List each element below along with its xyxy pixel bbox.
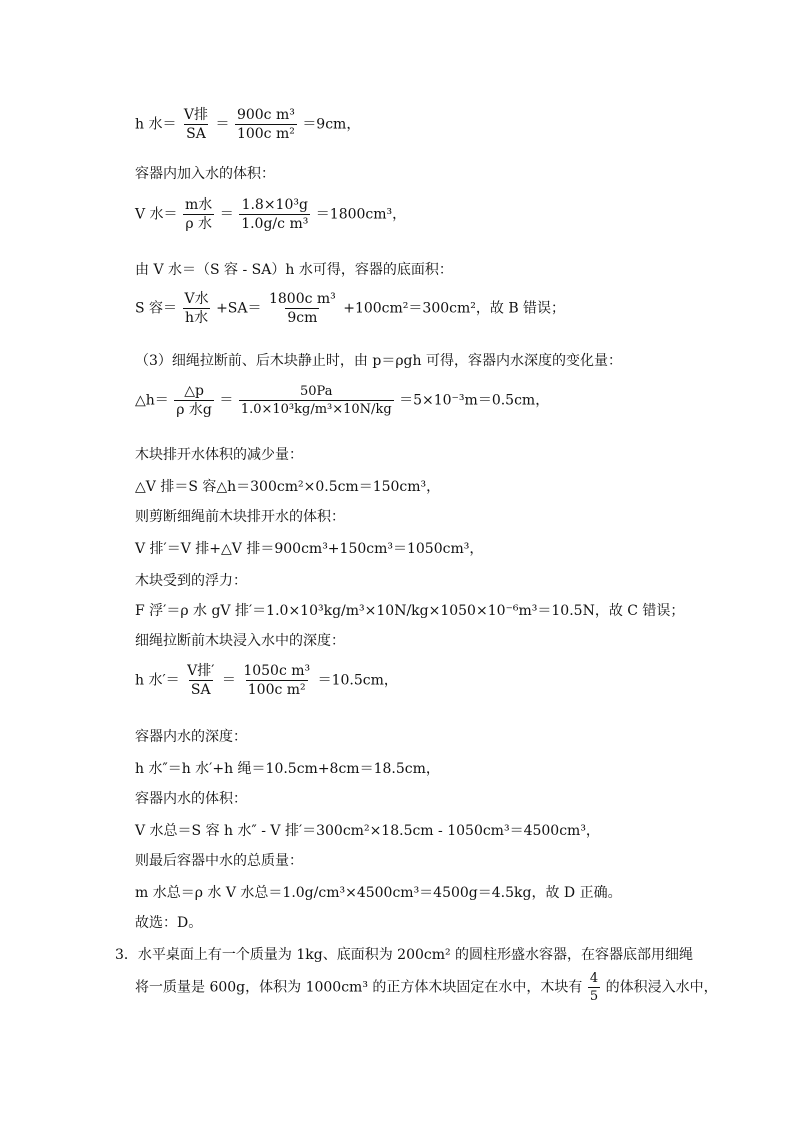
fraction: $\frac{\text{1.8×10³g}}{\text{1.0g/c m³}}$ <box>241 197 309 232</box>
text-line: m 水总＝ρ 水 V 水总＝1.0g/cm³×4500cm³＝4500g＝4.5kg，故 D 正确。 <box>135 885 622 901</box>
text-line: 木块受到的浮力： <box>135 573 247 589</box>
text-line: 容器内加入水的体积： <box>135 166 275 182</box>
text-line: h 水″＝h 水′+h 绳＝10.5cm+8cm＝18.5cm， <box>135 761 440 777</box>
text-line: F 浮′＝ρ 水 gV 排′＝1.0×10³kg/m³×10N/kg×1050×10⁻⁶m³＝10.5N，故 C 错误； <box>135 603 685 619</box>
formula-line-5: h 水′＝ $\frac{\text{V排′}}{SA}$ ＝ $\frac{\text{1050c m³}}{\text{100c m²}}$ ＝10.5cm， <box>135 663 398 698</box>
formula-line-3: S 容＝ $\frac{\text{V水}}{\text{h水}}$ +SA＝ $\frac{\text{1800c m³}}{9cm}$ +100cm²＝300cm²，故 B 错误； <box>135 291 566 326</box>
text-line: V 排′＝V 排+△V 排＝900cm³+150cm³＝1050cm³， <box>135 541 484 557</box>
fraction: $\frac{\text{V排}}{SA}$ <box>183 107 209 142</box>
text-line: △V 排＝S 容△h＝300cm²×0.5cm＝150cm³， <box>135 479 441 495</box>
formula-line-4: △h＝ $\frac{\triangle p}{\text{ρ 水g}}$ ＝ $\frac{50Pa}{\text{1.0×10³kg/m³×10N/kg}}$ ＝5×10⁻³m＝0.5cm， <box>135 383 550 418</box>
problem-3-line-1: 3．水平桌面上有一个质量为 1kg、底面积为 200cm² 的圆柱形盛水容器，在容器底部用细绳 <box>115 947 694 963</box>
formula-text: h 水＝ <box>135 116 177 133</box>
fraction: $\frac{\text{V排′}}{SA}$ <box>187 663 215 698</box>
text-line: 则剪断细绳前木块排开水的体积： <box>135 509 345 525</box>
text-line: 木块排开水体积的减少量： <box>135 447 303 463</box>
formula-line-1: h 水＝ $\frac{\text{V排}}{SA}$ ＝ $\frac{\text{900c m³}}{\text{100c m²}}$ ＝9cm， <box>135 107 361 142</box>
fraction: $\frac{\triangle p}{\text{ρ 水g}}$ <box>176 383 212 418</box>
text-line: 容器内水的深度： <box>135 729 247 745</box>
text-line: V 水总＝S 容 h 水″ - V 排′＝300cm²×18.5cm - 1050cm³＝4500cm³， <box>135 823 600 839</box>
fraction: $\frac{\text{V水}}{\text{h水}}$ <box>184 291 209 326</box>
text-line: 则最后容器中水的总质量： <box>135 853 303 869</box>
fraction: $\frac{\text{1050c m³}}{\text{100c m²}}$ <box>243 663 311 698</box>
text-line: （3）细绳拉断前、后木块静止时，由 p＝ρgh 可得，容器内水深度的变化量： <box>135 353 622 369</box>
formula-line-2: V 水＝ $\frac{\text{m水}}{\text{ρ 水}}$ ＝ $\frac{\text{1.8×10³g}}{\text{1.0g/c m³}}$ ＝1800cm³， <box>135 197 407 232</box>
text-line: 故选：D。 <box>135 915 203 931</box>
text-line: 细绳拉断前木块浸入水中的深度： <box>135 633 345 649</box>
problem-3-line-2: 将一质量是 600g，体积为 1000cm³ 的正方体木块固定在水中，木块有 $\frac{4}{5}$ 的体积浸入水中， <box>135 971 718 1004</box>
fraction: $\frac{\text{1800c m³}}{9cm}$ <box>268 291 336 326</box>
fraction: $\frac{50Pa}{\text{1.0×10³kg/m³×10N/kg}}$ <box>240 384 392 417</box>
fraction: $\frac{4}{5}$ <box>589 971 599 1004</box>
fraction: $\frac{\text{m水}}{\text{ρ 水}}$ <box>185 197 213 232</box>
text-line: 由 V 水＝（S 容 - SA）h 水可得，容器的底面积： <box>135 262 453 278</box>
text-line: 容器内水的体积： <box>135 791 247 807</box>
fraction: $\frac{\text{900c m³}}{\text{100c m²}}$ <box>236 107 295 142</box>
